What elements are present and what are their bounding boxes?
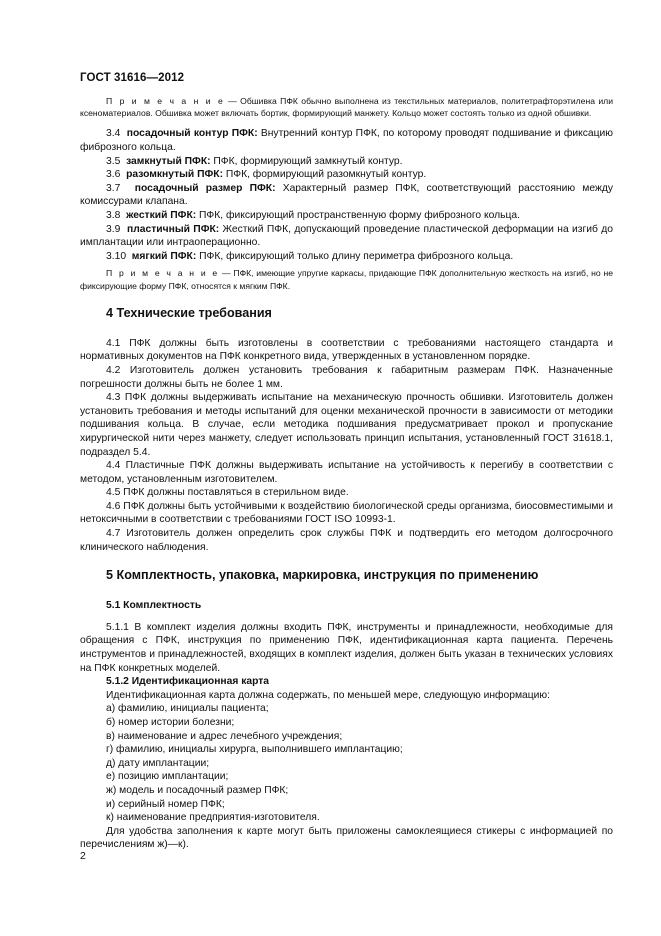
section-4-body (80, 337, 613, 555)
def-term: жесткий ПФК: (126, 209, 197, 221)
def-text: ПФК, фиксирующий пространственную форму фиброзного кольца. (196, 209, 520, 221)
def-term: замкнутый ПФК: (126, 155, 211, 167)
paragraph: 4.4 Пластичные ПФК должны выдерживать испытание на устойчивость к перегибу в соответствии с методом, установленным изготовителем. (80, 460, 613, 485)
def-text: ПФК, фиксирующий только длину периметра фиброзного кольца. (196, 250, 514, 262)
standard-header: ГОСТ 31616—2012 (80, 72, 185, 84)
note-label: П р и м е ч а н и е (106, 96, 225, 106)
definition-item (80, 168, 613, 182)
def-number: 3.7 (106, 182, 121, 194)
def-number: 3.9 (106, 223, 121, 235)
final-paragraph: Для удобства заполнения к карте могут быть приложены самоклеящиеся стикеры с информацией по перечислениям ж)—к). (80, 825, 613, 851)
list-item: б) номер истории болезни; (106, 717, 235, 728)
def-number: 3.8 (106, 209, 121, 221)
section-4-heading: 4 Технические требования (106, 305, 272, 320)
list-item: г) фамилию, инициалы хирурга, выполнившего имплантацию; (106, 744, 403, 756)
list-item: д) дату имплантации; (106, 757, 210, 769)
section-5-body (80, 599, 613, 852)
def-term: посадочный размер ПФК: (134, 182, 276, 194)
paragraph: 4.1 ПФК должны быть изготовлены в соответствии с требованиями настоящего стандарта и нормативных документов на ПФК конкретного вида, утвержденных в установленном порядке. (80, 337, 613, 363)
list-item: в) наименование и адрес лечебного учреждения; (106, 730, 343, 742)
definition-item (80, 209, 613, 223)
definition-item (80, 182, 613, 209)
subsection-5-1-2-heading: 5.1.2 Идентификационная карта (106, 676, 270, 688)
page-number: 2 (80, 850, 86, 862)
note-1 (80, 95, 613, 119)
def-text: Внутренний контур ПФК, по которому проводят подшивание и фиксацию фиброзного кольца. (80, 128, 613, 153)
note-label: П р и м е ч а н и е (106, 268, 220, 279)
note-text: — Обшивка ПФК обычно выполнена из текстильных материалов, политетрафторэтилена или ксеноматериалов. Обшивка может включать бортик, формирующий манжету. Кольцо может состоять только из одной обшивки. (80, 96, 614, 119)
definition-item (80, 223, 613, 250)
list-item: ж) модель и посадочный размер ПФК; (106, 784, 289, 796)
subsection-5-1-heading: 5.1 Комплектность (106, 600, 202, 612)
list-item: к) наименование предприятия-изготовителя. (106, 812, 320, 824)
definition-item (80, 155, 613, 169)
section-5-heading: 5 Комплектность, упаковка, маркировка, инструкция по применению (106, 568, 539, 583)
list-item: е) позицию имплантации; (106, 771, 229, 783)
paragraph: 4.6 ПФК должны быть устойчивыми к воздействию биологической среды организма, биосовместимыми и нетоксичными в соответствии с требованиями ГОСТ ISO 10993-1. (80, 500, 613, 526)
definition-item (80, 127, 613, 154)
note-text: — ПФК, имеющие упругие каркасы, придающие ПФК дополнительную жесткость на изгиб, но не фиксирующие форму ПФК, относятся к мягким ПФК. (80, 268, 614, 291)
def-number: 3.6 (106, 169, 121, 181)
def-term: пластичный ПФК: (127, 223, 220, 235)
paragraph: 4.5 ПФК должны поставляться в стерильном виде. (106, 487, 349, 499)
note-2 (80, 267, 613, 291)
def-number: 3.4 (106, 128, 121, 140)
def-term: мягкий ПФК: (131, 250, 197, 262)
id-card-list (80, 702, 613, 824)
def-term: разомкнутый ПФК: (126, 169, 223, 181)
def-text: Характерный размер ПФК, соответствующий расстоянию между комиссурами клапана. (80, 182, 613, 208)
id-card-intro: Идентификационная карта должна содержать, по меньшей мере, следующую информацию: (106, 689, 550, 701)
def-text: ПФК, формирующий замкнутый контур. (210, 155, 403, 167)
def-text: Жесткий ПФК, допускающий проведение пластической деформации на изгиб до имплантации или интраоперационно. (80, 223, 614, 249)
def-text: ПФК, формирующий разомкнутый контур. (223, 169, 427, 181)
definitions-list (80, 127, 613, 263)
paragraph: 4.3 ПФК должны выдерживать испытание на механическую прочность обшивки. Изготовитель должен установить требования и методы испытаний для оценки механической прочности в зависимости от методики подшивания кольца. В случае, если методика подшивания предусматривает прокол и пропускание хирургической нити через манжету, следует использовать принцип испытания, установленный ГОСТ 31618.1, подраздел 5.4. (80, 392, 613, 458)
def-number: 3.10 (106, 250, 127, 262)
paragraph: 4.2 Изготовитель должен установить требования к габаритным размерам ПФК. Назначенные погрешности должны быть не более 1 мм. (80, 364, 613, 390)
def-number: 3.5 (106, 155, 121, 167)
list-item: и) серийный номер ПФК; (106, 798, 225, 810)
paragraph-5-1-1: 5.1.1 В комплект изделия должны входить ПФК, инструменты и принадлежности, необходимые для обращения с ПФК, инструкция по применению ПФК, идентификационная карта пациента. Перечень инструментов и принадлежностей, входящих в комплект изделия, должен быть указан в технических условиях на ПФК конкретных моделей. (80, 621, 613, 674)
list-item: а) фамилию, инициалы пациента; (106, 703, 269, 715)
def-term: посадочный контур ПФК: (126, 128, 258, 140)
definition-item (80, 250, 613, 264)
paragraph: 4.7 Изготовитель должен определить срок службы ПФК и подтвердить его методом долгосрочного клинического наблюдения. (80, 528, 613, 553)
document-body (80, 95, 613, 852)
